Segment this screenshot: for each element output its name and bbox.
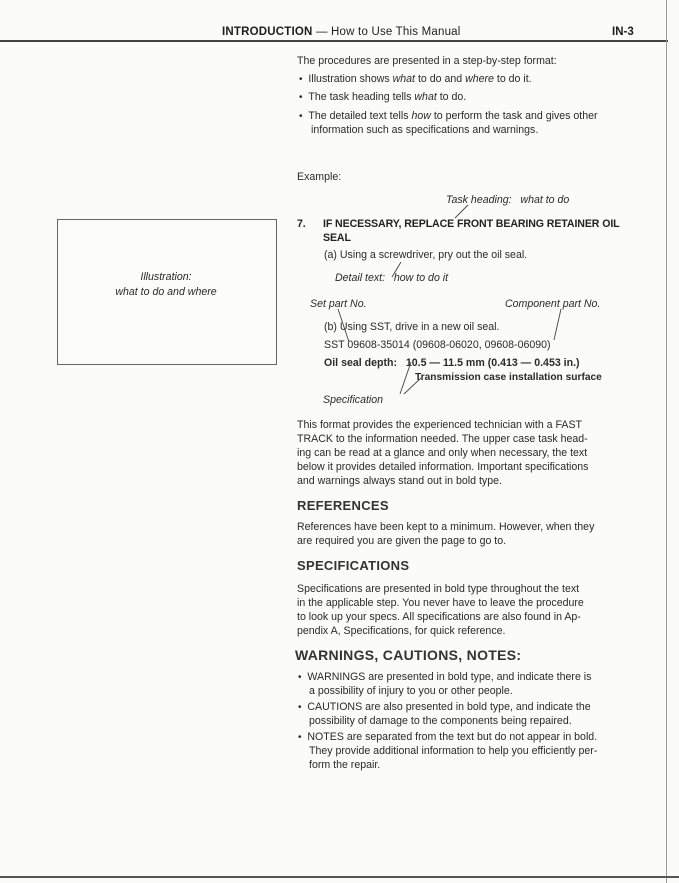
step-title-line2: SEAL xyxy=(323,232,351,244)
cautions-bullet-cont: possibility of damage to the components being repaired. xyxy=(309,715,572,727)
specification-annotation: Specification xyxy=(323,394,384,406)
sst-line: SST 09608-35014 (09608-06020, 09608-06090) xyxy=(324,339,551,351)
intro-bullet-1: • Illustration shows what to do and where to do it. xyxy=(299,73,532,85)
format-paragraph-line-5: and warnings always stand out in bold type. xyxy=(297,475,502,487)
notes-bullet-cont-1: They provide additional information to help you efficiently per- xyxy=(309,745,598,757)
intro-bullet-3: • The detailed text tells how to perform the task and gives other xyxy=(299,110,598,122)
example-label: Example: xyxy=(297,171,342,183)
intro-bullet-2: • The task heading tells what to do. xyxy=(299,91,467,103)
bullet-icon: • xyxy=(298,702,302,713)
set-part-leader xyxy=(338,309,349,342)
notes-bullet: • NOTES are separated from the text but do not appear in bold. xyxy=(298,731,598,743)
references-heading: REFERENCES xyxy=(297,498,389,513)
substep-a: (a) Using a screwdriver, pry out the oil seal. xyxy=(324,249,528,261)
illustration-desc: what to do and where xyxy=(115,286,217,298)
component-part-annotation: Component part No. xyxy=(505,298,601,310)
intro-lead: The procedures are presented in a step-by-step format: xyxy=(297,55,557,67)
illustration-label: Illustration: xyxy=(140,271,192,283)
task-heading-annotation: Task heading: what to do xyxy=(446,194,570,206)
oil-seal-note: Transmission case installation surface xyxy=(415,372,602,383)
specifications-heading: SPECIFICATIONS xyxy=(297,558,410,573)
references-line-2: are required you are given the page to go to. xyxy=(297,535,507,547)
bullet-icon: • xyxy=(299,92,303,103)
detail-text-annotation: Detail text: how to do it xyxy=(335,272,449,284)
format-paragraph-line-2: TRACK to the information needed. The upper case task head- xyxy=(297,433,588,445)
warnings-bullet-1-cont: a possibility of injury to you or other people. xyxy=(309,685,513,697)
step-title-line1: IF NECESSARY, REPLACE FRONT BEARING RETAINER OIL xyxy=(323,218,620,230)
specifications-line-3: to look up your specs. All specifications are also found in Ap- xyxy=(297,611,581,623)
notes-bullet-cont-2: form the repair. xyxy=(309,759,381,771)
set-part-annotation: Set part No. xyxy=(310,298,367,310)
oil-seal-spec: Oil seal depth: 10.5 — 11.5 mm (0.413 — 0.453 in.) xyxy=(324,357,580,369)
page-bottom-edge xyxy=(0,876,679,878)
format-paragraph-line-3: ing can be read at a glance and only when necessary, the text xyxy=(297,447,588,459)
task-heading-leader xyxy=(455,205,468,218)
bullet-icon: • xyxy=(299,74,303,85)
warnings-heading: WARNINGS, CAUTIONS, NOTES: xyxy=(295,647,522,663)
references-line-1: References have been kept to a minimum. However, when they xyxy=(297,521,595,533)
component-part-leader xyxy=(554,309,561,340)
specifications-line-1: Specifications are presented in bold type throughout the text xyxy=(297,583,580,595)
page-header-title: INTRODUCTION — How to Use This Manual xyxy=(222,26,461,38)
detail-text-leader xyxy=(392,262,401,277)
format-paragraph-line-1: This format provides the experienced technician with a FAST xyxy=(297,419,582,431)
intro-bullet-3-cont: information such as specifications and warnings. xyxy=(311,124,539,136)
format-paragraph-line-4: below it provides detailed information. Important specifications xyxy=(297,461,589,473)
bullet-icon: • xyxy=(298,672,302,683)
substep-b: (b) Using SST, drive in a new oil seal. xyxy=(324,321,500,333)
bullet-icon: • xyxy=(299,111,303,122)
specifications-line-2: in the applicable step. You never have to leave the procedure xyxy=(297,597,584,609)
page-number: IN-3 xyxy=(612,26,634,38)
warnings-bullet-1: • WARNINGS are presented in bold type, and indicate there is xyxy=(298,671,592,683)
specifications-line-4: pendix A, Specifications, for quick reference. xyxy=(297,625,506,637)
step-number: 7. xyxy=(297,218,306,230)
bullet-icon: • xyxy=(298,732,302,743)
specification-leader-2 xyxy=(404,378,421,394)
cautions-bullet: • CAUTIONS are also presented in bold type, and indicate the xyxy=(298,701,591,713)
